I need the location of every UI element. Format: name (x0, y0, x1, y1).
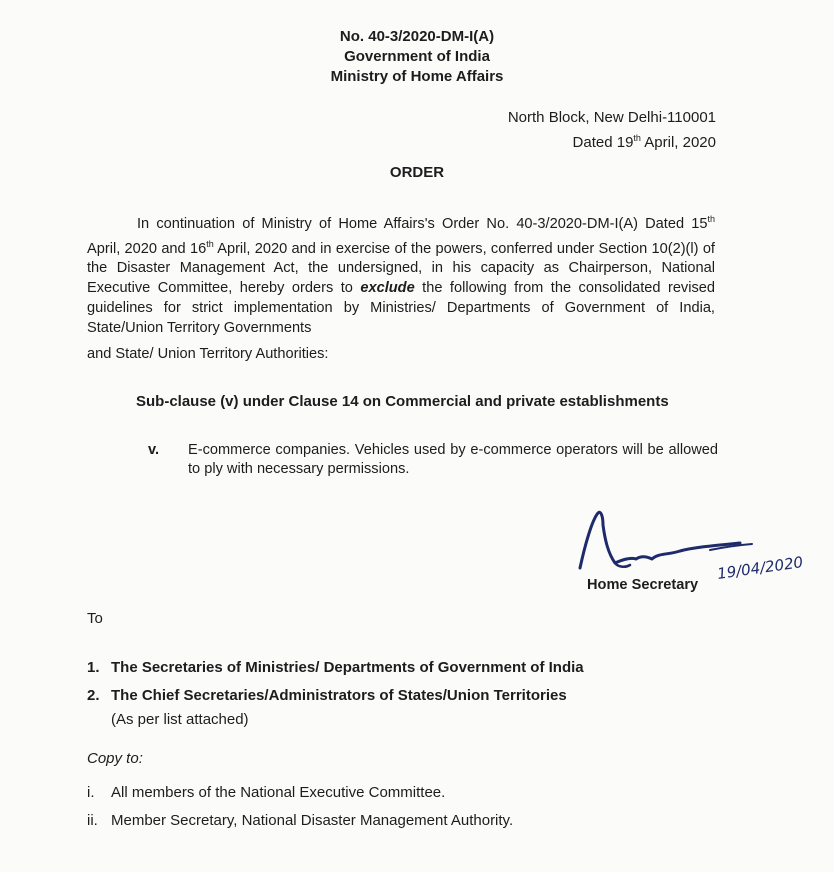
body-superscript-1: th (707, 214, 715, 224)
signature-date: 19/04/2020 (716, 553, 805, 583)
government-name: Government of India (344, 48, 490, 65)
designation: Home Secretary (587, 577, 699, 593)
copy-number: ii. (87, 812, 98, 829)
copy-number: i. (87, 784, 95, 801)
date-superscript: th (633, 133, 641, 143)
recipients-list (87, 654, 584, 730)
body-text-3: April, 2020 and in exercise of the powers, conferred under Section 10(2)(l) of the Disaster Management Act, the undersigned, in his capacity as Chairperson, National Executive Committee, hereby orders to (87, 240, 715, 297)
item-number: v. (148, 442, 160, 458)
date-line (508, 128, 716, 153)
address: North Block, New Delhi-110001 (507, 109, 716, 126)
recipient-item (87, 682, 584, 710)
copy-text: Member Secretary, National Disaster Management Authority. (111, 812, 514, 829)
body-text-1: In continuation of Ministry of Home Affairs's Order No. 40-3/2020-DM-I(A) Dated 15 (137, 215, 708, 232)
copy-to-label: Copy to: (87, 750, 143, 767)
ministry-name: Ministry of Home Affairs (330, 68, 504, 85)
copy-text: All members of the National Executive Committee. (111, 784, 446, 801)
body-emphasis: exclude (360, 280, 415, 297)
recipient-text: The Chief Secretaries/Administrators of States/Union Territories (111, 687, 567, 704)
order-body (87, 210, 715, 364)
body-text-2: April, 2020 and 16 (87, 240, 207, 257)
date-suffix: April, 2020 (640, 134, 716, 151)
recipient-number: 2. (87, 687, 100, 704)
copy-list (87, 779, 513, 835)
recipient-item (87, 654, 584, 682)
subclause-heading: Sub-clause (v) under Clause 14 on Commercial and private establishments (136, 393, 669, 410)
copy-item (87, 807, 513, 835)
order-title: ORDER (389, 164, 445, 181)
body-text-4: the following from the consolidated revised guidelines for strict implementation by Ministries/ Departments of Government of India, State/Union Territory Governments (87, 280, 716, 336)
place-and-date (508, 107, 716, 153)
document-header (0, 27, 834, 87)
copy-item (87, 779, 513, 807)
body-superscript-2: th (206, 238, 214, 249)
item-text: E-commerce companies. Vehicles used by e-commerce operators will be allowed to ply with necessary permissions. (188, 442, 718, 477)
reference-number: No. 40-3/2020-DM-I(A) (339, 28, 495, 45)
recipient-text: The Secretaries of Ministries/ Departments of Government of India (111, 659, 584, 676)
recipient-number: 1. (87, 659, 100, 676)
recipients-note: (As per list attached) (111, 711, 249, 728)
date-prefix: Dated 19 (572, 134, 634, 151)
to-label: To (87, 610, 103, 627)
body-text-5: and State/ Union Territory Authorities: (87, 345, 329, 362)
